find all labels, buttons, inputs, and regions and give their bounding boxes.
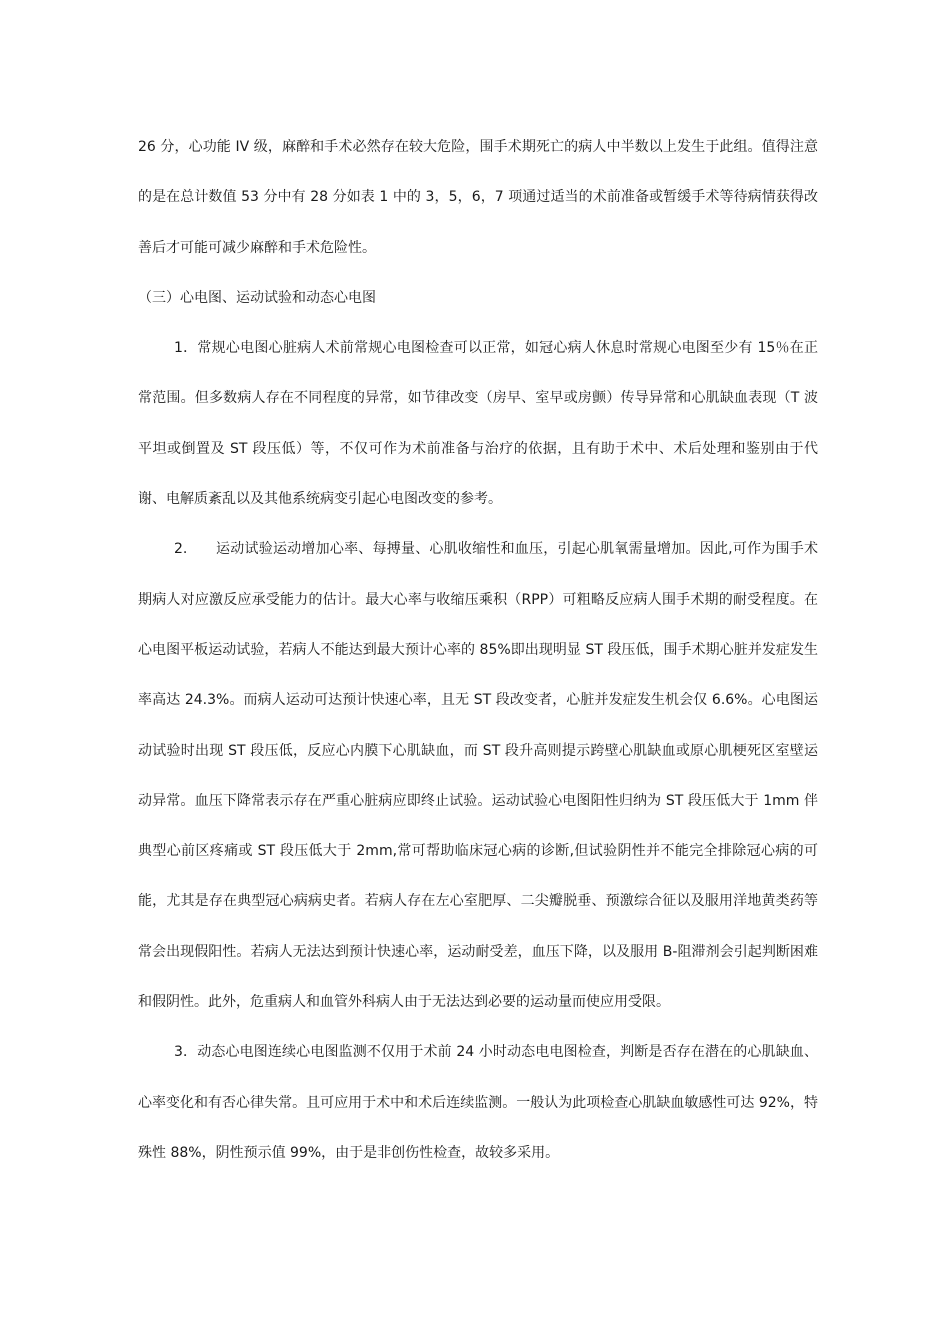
paragraph-exercise-test: 2. 运动试验运动增加心率、每搏量、心肌收缩性和血压，引起心肌氧需量增加。因此,可作为围手术期病人对应激反应承受能力的估计。最大心率与收缩压乘积（RPP）可粗略反应病人围手术期的耐受程度。在心电图平板运动试验，若病人不能达到最大预计心率的 85%即出现明显 ST 段压低，围手术期心脏并发症发生率高达 24.3%。而病人运动可达预计快速心率，且无 ST 段改变者，心脏并发症发生机会仅 6.6%。心电图运动试验时出现 ST 段压低，反应心内膜下心肌缺血，而 ST 段升高则提示跨壁心肌缺血或原心肌梗死区室壁运动异常。血压下降常表示存在严重心脏病应即终止试验。运动试验心电图阳性归纳为 ST 段压低大于 1mm 伴典型心前区疼痛或 ST 段压低大于 2mm,常可帮助临床冠心病的诊断,但试验阴性并不能完全排除冠心病的可能，尤其是存在典型冠心病病史者。若病人存在左心室肥厚、二尖瓣脱垂、预激综合征以及服用洋地黄类药等常会出现假阳性。若病人无法达到预计快速心率，运动耐受差，血压下降，以及服用 B-阻滞剂会引起判断困难和假阴性。此外，危重病人和血管外科病人由于无法达到必要的运动量而使应用受限。 [138, 541, 818, 1011]
document-body [138, 122, 818, 1178]
paragraph-cardiac-risk-score: 26 分，心功能 IV 级，麻醉和手术必然存在较大危险，围手术期死亡的病人中半数以上发生于此组。值得注意的是在总计数值 53 分中有 28 分如表 1 中的 3，5，6，7 项通过适当的术前准备或暂缓手术等待病情获得改善后才可能可减少麻醉和手术危险性。 [138, 139, 818, 256]
section-heading: （三）心电图、运动试验和动态心电图 [138, 289, 376, 306]
paragraph-holter-ecg: 3．动态心电图连续心电图监测不仅用于术前 24 小时动态电电图检查，判断是否存在潜在的心肌缺血、心率变化和有否心律失常。且可应用于术中和术后连续监测。一般认为此项检查心肌缺血敏感性可达 92%，特殊性 88%，阴性预示值 99%，由于是非创伤性检查，故较多采用。 [138, 1044, 818, 1161]
paragraph-routine-ecg: 1．常规心电图心脏病人术前常规心电图检查可以正常，如冠心病人休息时常规心电图至少有 15％在正常范围。但多数病人存在不同程度的异常，如节律改变（房早、室早或房颤）传导异常和心肌缺血表现（T 波平坦或倒置及 ST 段压低）等，不仅可作为术前准备与治疗的依据，且有助于术中、术后处理和鉴别由于代谢、电解质紊乱以及其他系统病变引起心电图改变的参考。 [138, 340, 818, 508]
